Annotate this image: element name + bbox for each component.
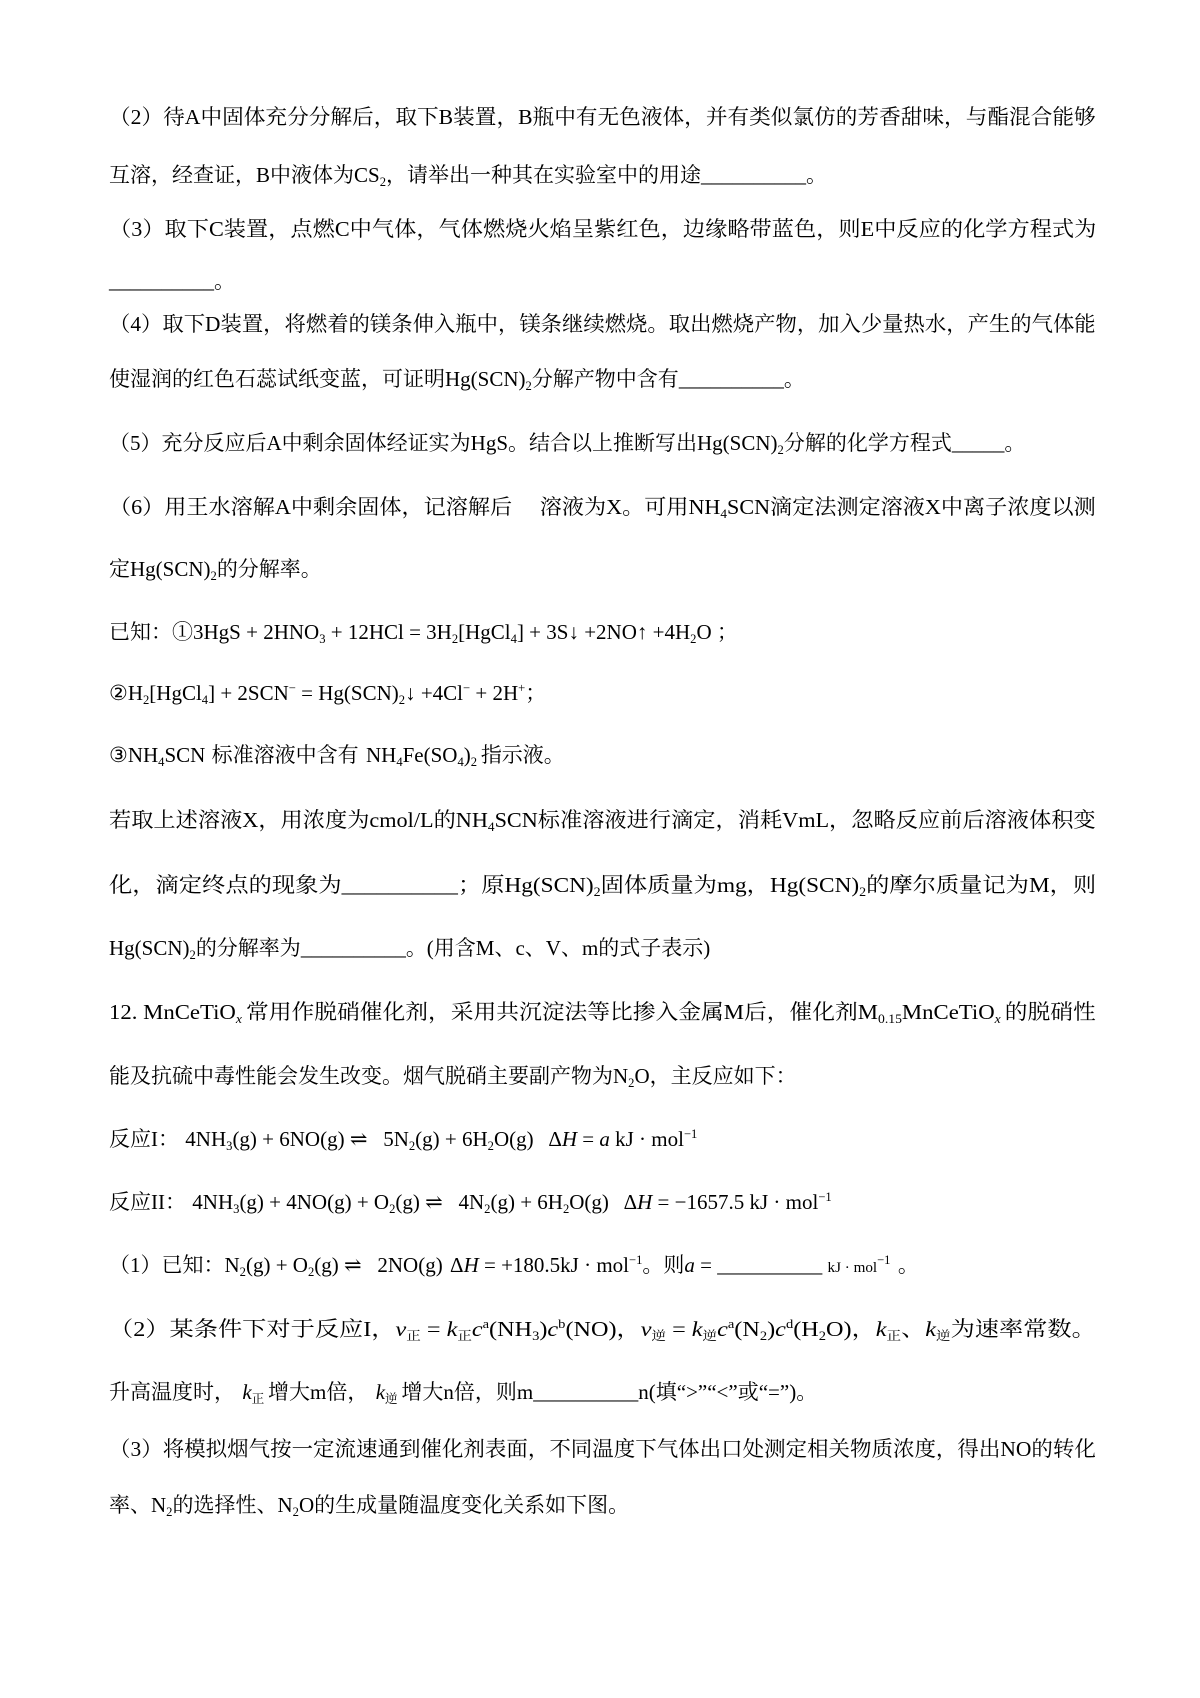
equilibrium-arrow-symbol: ⇌ [425, 1190, 443, 1214]
formula-text: = [694, 1253, 718, 1277]
formula-text: NH [688, 495, 721, 519]
formula-text: = [666, 1317, 692, 1341]
formula-text: M [857, 1000, 879, 1024]
question-text: ② [109, 681, 128, 705]
formula-text: 4N [458, 1190, 485, 1214]
subscript: 2 [451, 631, 459, 646]
superscript: −1 [818, 1190, 832, 1205]
question-text: 互溶，经查证，B中液体为 [109, 163, 355, 187]
answer-blank: __________ [109, 269, 214, 293]
question-text: 率、 [109, 1493, 151, 1517]
question-text: （5）充分反应后A中剩余固体经证实为HgS。结合以上推断写出 [109, 431, 698, 455]
variable-symbol: a [684, 1253, 695, 1277]
formula-text: 4NH [192, 1190, 234, 1214]
formula-text: ] + 2SCN [208, 681, 289, 705]
subscript: 2 [210, 568, 217, 583]
formula-text: 3HgS + 2HNO [193, 620, 320, 644]
unit-text: kJ · mol [609, 1127, 684, 1151]
question-text: 定 [109, 557, 130, 581]
formula-text: Hg(SCN) [697, 431, 778, 455]
variable-symbol: v [640, 1317, 652, 1341]
question-text: 。则 [642, 1253, 685, 1277]
question-text: 。 [783, 367, 805, 391]
formula-text: [HgCl [149, 681, 202, 705]
subscript: 逆 [385, 1391, 398, 1406]
question-text: 分解的化学方程式 [783, 431, 952, 455]
charge-superscript: + [518, 681, 526, 696]
q11-part-6-titration-line-1 [109, 805, 1096, 835]
formula-text: [HgCl [458, 620, 511, 644]
subscript: 2 [239, 1264, 246, 1279]
superscript: −1 [683, 1127, 698, 1142]
subscript: 3 [233, 1201, 240, 1216]
formula-text: = [420, 1317, 447, 1341]
subscript: 4 [158, 754, 165, 769]
question-text: 升高温度时， [109, 1380, 235, 1404]
subscript: 正 [251, 1391, 265, 1406]
q11-part-4-line-1 [109, 309, 1096, 339]
question-text: 。(用含M、c、V、m的式子表示) [405, 936, 711, 960]
variable-symbol: c [471, 1317, 483, 1341]
variable-symbol: H [637, 1190, 653, 1214]
formula-text: 2NO(g) [377, 1253, 443, 1277]
variable-symbol: H [463, 1253, 479, 1277]
delta-symbol: Δ [623, 1190, 638, 1214]
subscript: 2 [470, 754, 478, 769]
subscript: 2 [379, 174, 386, 189]
charge-superscript: − [288, 681, 296, 696]
question-text: 使湿润的红色石蕊试纸变蓝，可证明 [109, 367, 445, 391]
superscript: d [785, 1317, 794, 1332]
subscript: 2 [398, 692, 406, 707]
question-text: ， [616, 1317, 641, 1341]
subscript: 2 [408, 1138, 416, 1153]
formula-text: Hg(SCN) [445, 367, 526, 391]
question-text: 。 [897, 1253, 919, 1277]
formula-text: N [613, 1064, 629, 1088]
question-text: 化，滴定终点的现象为 [109, 873, 342, 897]
subscript: 2 [859, 884, 867, 899]
formula-text: ↓ +4Cl [405, 681, 463, 705]
q11-part-5-line-1 [109, 428, 1025, 458]
known-indicator-note [109, 740, 565, 770]
question-text: 的分解率。 [216, 557, 322, 581]
q11-part-3-line-1 [109, 214, 1096, 244]
subscript: x [994, 1011, 1001, 1026]
answer-blank: __________ [717, 1253, 823, 1277]
subscript: 逆 [651, 1328, 667, 1343]
formula-text: O [634, 1064, 650, 1088]
formula-text: ) [539, 1317, 548, 1341]
subscript: 4 [720, 506, 728, 521]
equilibrium-arrow-symbol: ⇌ [344, 1253, 362, 1277]
formula-text: + 2H [470, 681, 519, 705]
formula-text: MnCeTiO [143, 1000, 236, 1024]
question-text: （1）已知： [109, 1253, 225, 1277]
formula-text: NH [127, 743, 159, 767]
question-text: 、 [901, 1317, 926, 1341]
formula-text: H [127, 681, 143, 705]
variable-symbol: k [875, 1317, 887, 1341]
q11-part-2-line-2 [109, 160, 827, 190]
superscript: −1 [629, 1253, 643, 1268]
answer-blank: __________ [341, 873, 458, 897]
question-text: （2）某条件下对于反应I， [109, 1317, 396, 1341]
q12-part-3-line-2 [109, 1490, 629, 1520]
formula-text: 4NH [185, 1127, 227, 1151]
formula-text: (g) [395, 1190, 420, 1214]
formula-text: NH [455, 808, 488, 832]
formula-text: O [298, 1493, 315, 1517]
formula-text: O [696, 620, 712, 644]
variable-symbol: c [717, 1317, 728, 1341]
formula-text: (g) + 4NO(g) + O [239, 1190, 390, 1214]
unit-text: = −1657.5 kJ · mol [652, 1190, 819, 1214]
question-text: 为速率常数。 [950, 1317, 1096, 1341]
question-text: 滴定法测定溶液X中离子浓度以测 [770, 495, 1096, 519]
subscript: 2 [487, 1138, 494, 1153]
subscript: 正 [457, 1328, 472, 1343]
question-text: n(填“>”“<”或“=”)。 [638, 1380, 818, 1404]
subscript: 2 [777, 442, 784, 457]
subscript: 2 [818, 1328, 827, 1343]
subscript: 2 [389, 1201, 396, 1216]
superscript: b [558, 1317, 566, 1332]
subscript: 2 [759, 1328, 768, 1343]
delta-symbol: Δ [548, 1127, 562, 1151]
formula-text: + 12HCl = 3H [325, 620, 452, 644]
question-text: 常用作脱硝催化剂，采用共沉淀法等比掺入金属M后，催化剂 [246, 1000, 858, 1024]
subscript: 3 [532, 1328, 540, 1343]
reaction-label: 反应II： [109, 1190, 186, 1214]
formula-text: N [151, 1493, 167, 1517]
variable-symbol: k [242, 1380, 252, 1404]
question-text: 。 [214, 269, 235, 293]
question-text: （6）用王水溶解A中剩余固体，记溶解后 溶液为X。可用 [109, 495, 689, 519]
answer-blank: __________ [300, 936, 406, 960]
question-text: 标准溶液中含有 [211, 743, 359, 767]
subscript: 0.15 [878, 1011, 902, 1026]
formula-text: (g) + 6H [490, 1190, 563, 1214]
question-text: 的生成量随温度变化关系如下图。 [314, 1493, 630, 1517]
question-text: 已知：① [109, 620, 193, 644]
question-text: （2）待A中固体充分分解后，取下B装置，B瓶中有无色液体，并有类似氯仿的芳香甜味，与酯混合能够 [109, 105, 1096, 129]
formula-text: O) [826, 1317, 852, 1341]
formula-text: = Hg(SCN) [295, 681, 399, 705]
known-equation-1 [109, 617, 738, 647]
question-text: ，主反应如下： [649, 1064, 797, 1088]
formula-text: Fe(SO [402, 743, 458, 767]
question-text: ；原 [457, 873, 505, 897]
subscript: 3 [226, 1138, 233, 1153]
formula-text: Hg(SCN) [109, 936, 190, 960]
formula-text: = [577, 1127, 600, 1151]
formula-text: 5N [383, 1127, 409, 1151]
question-text: ③ [109, 743, 128, 767]
subscript: 2 [628, 1075, 635, 1090]
subscript: x [235, 1011, 242, 1026]
formula-text: (NH [489, 1317, 533, 1341]
formula-text: SCN [164, 743, 206, 767]
answer-blank: __________ [678, 367, 784, 391]
formula-text: (N [734, 1317, 760, 1341]
question-text: 若取上述溶液X，用浓度为cmol/L的 [109, 808, 456, 832]
formula-text: Hg(SCN) [769, 873, 860, 897]
subscript: 2 [292, 1504, 299, 1519]
formula-text: SCN [727, 495, 771, 519]
subscript: 逆 [936, 1328, 951, 1343]
superscript: a [482, 1317, 490, 1332]
question-text: 增大m倍， [268, 1380, 369, 1404]
question-text: 的摩尔质量记为M，则 [866, 873, 1097, 897]
subscript: 2 [143, 692, 150, 707]
q12-intro-line-1 [109, 997, 1096, 1027]
variable-symbol: c [547, 1317, 559, 1341]
subscript: 4 [457, 754, 464, 769]
question-number: 12. [109, 1000, 144, 1024]
superscript: −1 [877, 1253, 891, 1268]
answer-blank: __________ [533, 1380, 639, 1404]
variable-symbol: k [446, 1317, 458, 1341]
unit-text: kJ · mol [827, 1260, 878, 1276]
formula-text: (H [793, 1317, 819, 1341]
reaction-label: 反应I： [109, 1127, 179, 1151]
formula-text: (g) + 6NO(g) [232, 1127, 345, 1151]
formula-text: N [224, 1253, 240, 1277]
question-text: 的选择性、 [172, 1493, 278, 1517]
question-text: 的分解率为 [195, 936, 301, 960]
subscript: 正 [886, 1328, 902, 1343]
formula-text: (NO) [565, 1317, 617, 1341]
formula-text: O(g) [493, 1127, 534, 1151]
formula-text: NH [365, 743, 397, 767]
q12-part-2-line-2 [109, 1377, 817, 1407]
formula-text: ) [463, 743, 471, 767]
formula-text: SCN [494, 808, 538, 832]
question-text: 的脱硝性 [1004, 1000, 1096, 1024]
subscript: 4 [510, 631, 517, 646]
question-text: （3）将模拟烟气按一定流速通到催化剂表面，不同温度下气体出口处测定相关物质浓度，得出NO的转化 [109, 1437, 1096, 1461]
subscript: 2 [690, 631, 697, 646]
subscript: 2 [562, 1201, 570, 1216]
variable-symbol: a [599, 1127, 610, 1151]
answer-blank: __________ [701, 163, 806, 187]
q11-part-4-line-2 [109, 364, 805, 394]
question-text: （4）取下D装置，将燃着的镁条伸入瓶中，镁条继续燃烧。取出燃烧产物，加入少量热水，产生的气体能 [109, 312, 1096, 336]
reaction-2-equation [109, 1187, 832, 1217]
q12-part-2-line-1 [109, 1314, 1096, 1344]
superscript: a [727, 1317, 735, 1332]
formula-text: Hg(SCN) [130, 557, 211, 581]
q11-part-6-line-2 [109, 554, 322, 584]
formula-text: (g) [314, 1253, 339, 1277]
q12-part-1-line [109, 1250, 919, 1283]
formula-text: MnCeTiO [901, 1000, 995, 1024]
question-text: ； [525, 681, 547, 705]
q11-part-6-titration-line-3 [109, 933, 710, 963]
variable-symbol: k [925, 1317, 937, 1341]
question-text: 标准溶液进行滴定，消耗VmL，忽略反应前后溶液体积变 [537, 808, 1096, 832]
question-text: 指示液。 [480, 743, 565, 767]
subscript: 3 [319, 631, 326, 646]
question-text: ； [711, 620, 738, 644]
question-text: 分解产物中含有 [531, 367, 679, 391]
subscript: 逆 [702, 1328, 718, 1343]
formula-text: (g) + O [245, 1253, 308, 1277]
formula-text: ) [767, 1317, 776, 1341]
subscript: 正 [406, 1328, 421, 1343]
formula-text: Hg(SCN) [504, 873, 594, 897]
formula-text: N [277, 1493, 293, 1517]
variable-symbol: k [691, 1317, 703, 1341]
subscript: 2 [525, 378, 532, 393]
subscript: 2 [307, 1264, 315, 1279]
q12-intro-line-2 [109, 1061, 797, 1091]
subscript: 4 [396, 754, 403, 769]
subscript: 2 [189, 947, 196, 962]
question-text: 能及抗硫中毒性能会发生改变。烟气脱硝主要副产物为 [109, 1064, 613, 1088]
question-text: 。 [1004, 431, 1026, 455]
formula-text: ] + 3S↓ +2NO↑ +4H [516, 620, 691, 644]
question-text: 。 [806, 163, 827, 187]
reaction-1-equation [109, 1124, 697, 1154]
delta-symbol: Δ [450, 1253, 464, 1277]
unit-text: = +180.5kJ · mol [478, 1253, 630, 1277]
question-text: （3）取下C装置，点燃C中气体，气体燃烧火焰呈紫红色，边缘略带蓝色，则E中反应的化学方程式为 [109, 217, 1097, 241]
question-text: 增大n倍，则m [401, 1380, 534, 1404]
subscript: 2 [166, 1504, 173, 1519]
q11-part-3-line-2 [109, 266, 235, 296]
question-text: ，请举出一种其在实验室中的用途 [386, 163, 701, 187]
subscript: 4 [201, 692, 209, 707]
q11-part-6-titration-line-2 [109, 870, 1096, 900]
charge-superscript: − [463, 681, 471, 696]
subscript: 2 [593, 884, 601, 899]
formula-text: CS [354, 163, 380, 187]
q12-part-3-line-1 [109, 1434, 1096, 1464]
subscript: 4 [487, 819, 495, 834]
equilibrium-arrow-symbol: ⇌ [349, 1127, 368, 1151]
question-text: ， [851, 1317, 876, 1341]
q11-part-2-line-1 [109, 102, 1096, 132]
subscript: 2 [484, 1201, 491, 1216]
variable-symbol: c [775, 1317, 786, 1341]
q11-part-6-line-1 [109, 492, 1096, 522]
formula-text: (g) + 6H [415, 1127, 488, 1151]
formula-text: O(g) [569, 1190, 609, 1214]
question-text: 固体质量为mg， [600, 873, 770, 897]
answer-blank: _____ [951, 431, 1005, 455]
variable-symbol: k [375, 1380, 386, 1404]
known-equation-2 [109, 678, 546, 708]
variable-symbol: v [395, 1317, 407, 1341]
variable-symbol: H [561, 1127, 577, 1151]
